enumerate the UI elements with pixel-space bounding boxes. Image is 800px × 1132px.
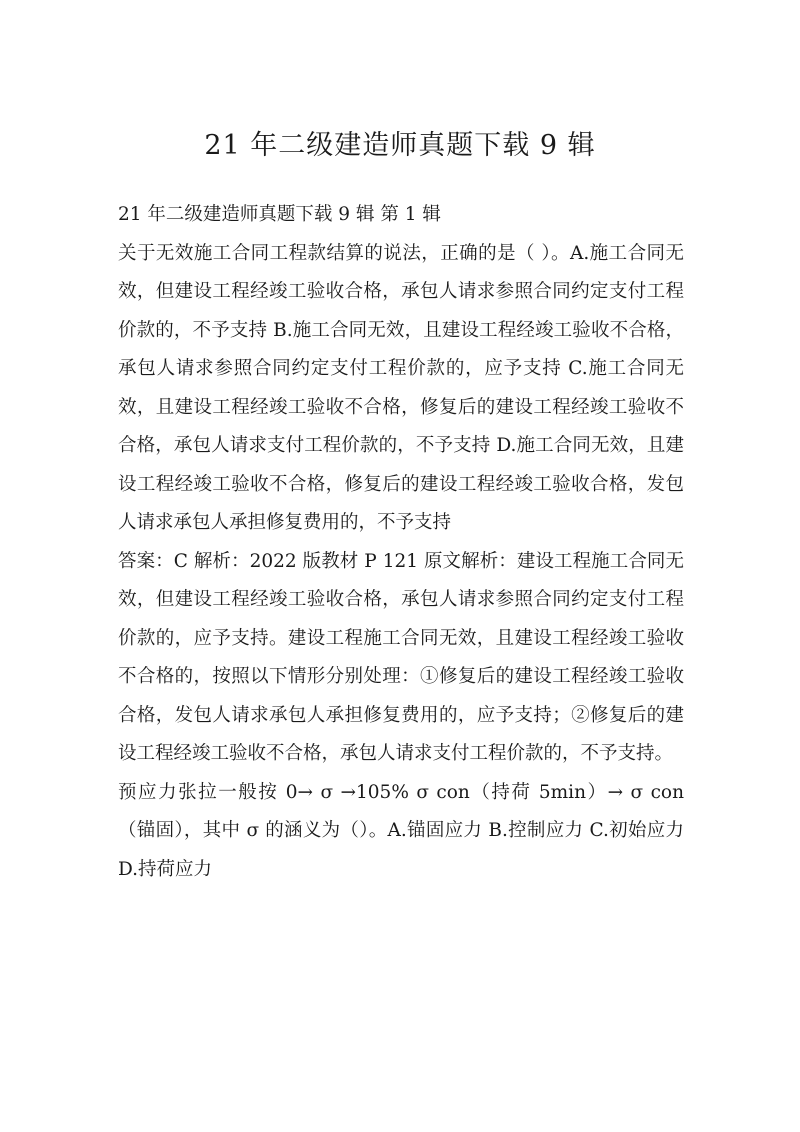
document-title: 21 年二级建造师真题下载 9 辑 xyxy=(204,130,596,161)
answer-1: 答案：C 解析：2022 版教材 P 121 原文解析：建设工程施工合同无效，但建设工程经竣工验收合格，承包人请求参照合同约定支付工程价款的，应予支持。建设工程施工合同无效，且建设工程经竣工验收不合格的，按照以下情形分别处理：①修复后的建设工程经竣工验收合格，发包人请求承包人承担修复费用的，应予支持；②修复后的建设工程经竣工验收不合格，承包人请求支付工程价款的，不予支持。 xyxy=(118,550,684,764)
question-1: 关于无效施工合同工程款结算的说法，正确的是（ ）。A.施工合同无效，但建设工程经竣工验收合格，承包人请求参照合同约定支付工程价款的，不予支持 B.施工合同无效，且建设工程经竣工验收不合格，承包人请求参照合同约定支付工程价款的，应予支持 C.施工合同无效，且建设工程经竣工验收不合格，修复后的建设工程经竣工验收不合格，承包人请求支付工程价款的，不予支持 D.施工合同无效，且建设工程经竣工验收不合格，修复后的建设工程经竣工验收合格，发包人请求承包人承担修复费用的，不予支持 xyxy=(118,242,684,533)
question-2: 预应力张拉一般按 0→ σ →105% σ con（持荷 5min）→ σ con（锚固），其中 σ 的涵义为（）。A.锚固应力 B.控制应力 C.初始应力 D.持荷应力 xyxy=(118,781,684,880)
section-heading: 21 年二级建造师真题下载 9 辑 第 1 辑 xyxy=(118,204,441,225)
document-body xyxy=(118,196,684,889)
